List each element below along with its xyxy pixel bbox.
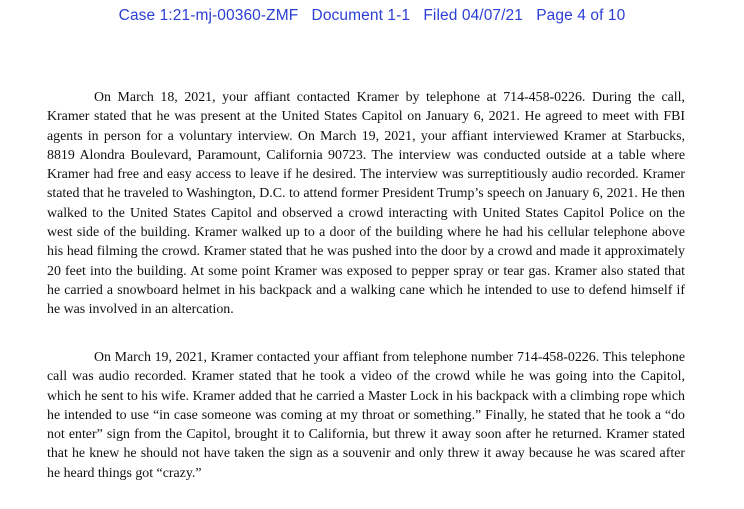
case-number: Case 1:21-mj-00360-ZMF <box>118 7 299 24</box>
filing-header <box>0 7 744 25</box>
paragraph-recorded-call: On March 19, 2021, Kramer contacted your affiant from telephone number 714-458-0226. This telephone call was audio recorded. Kramer stated that he took a video of the crowd while he was going into the Capitol, which he sent to his wife. Kramer added that he carried a Master Lock in his backpack with a climbing rope which he intended to use “in case someone was coming at my throat or something.” Finally, he stated that he took a “do not enter” sign from the Capitol, brought it to California, but threw it away soon after he returned. Kramer stated that he knew he should not have taken the sign as a souvenir and only threw it away because he was scared after he heard things got “crazy.” <box>47 350 685 481</box>
document-number: Document 1-1 <box>311 7 411 24</box>
paragraph-phone-contact-and-interview: On March 18, 2021, your affiant contacted Kramer by telephone at 714-458-0226. During the call, Kramer stated that he was present at the United States Capitol on January 6, 2021. He agreed to meet with FBI agents in person for a voluntary interview. On March 19, 2021, your affiant interviewed Kramer at Starbucks, 8819 Alondra Boulevard, Paramount, California 90723. The interview was conducted outside at a table where Kramer had free and easy access to leave if he desired. The interview was surreptitiously audio recorded. Kramer stated that he traveled to Washington, D.C. to attend former President Trump’s speech on January 6, 2021. He then walked to the United States Capitol and observed a crowd interacting with United States Capitol Police on the west side of the building. Kramer walked up to a door of the building where he had his cellular telephone above his head filming the crowd. Kramer stated that he was pushed into the door by a crowd and made it approximately 20 feet into the building. At some point Kramer was exposed to pepper spray or tear gas. Kramer also stated that he carried a snowboard helmet in his backpack and a walking cane which he intended to use to defend himself if he was involved in an altercation. <box>47 90 685 318</box>
filed-date: Filed 04/07/21 <box>423 7 523 24</box>
page-number: Page 4 of 10 <box>536 7 626 24</box>
